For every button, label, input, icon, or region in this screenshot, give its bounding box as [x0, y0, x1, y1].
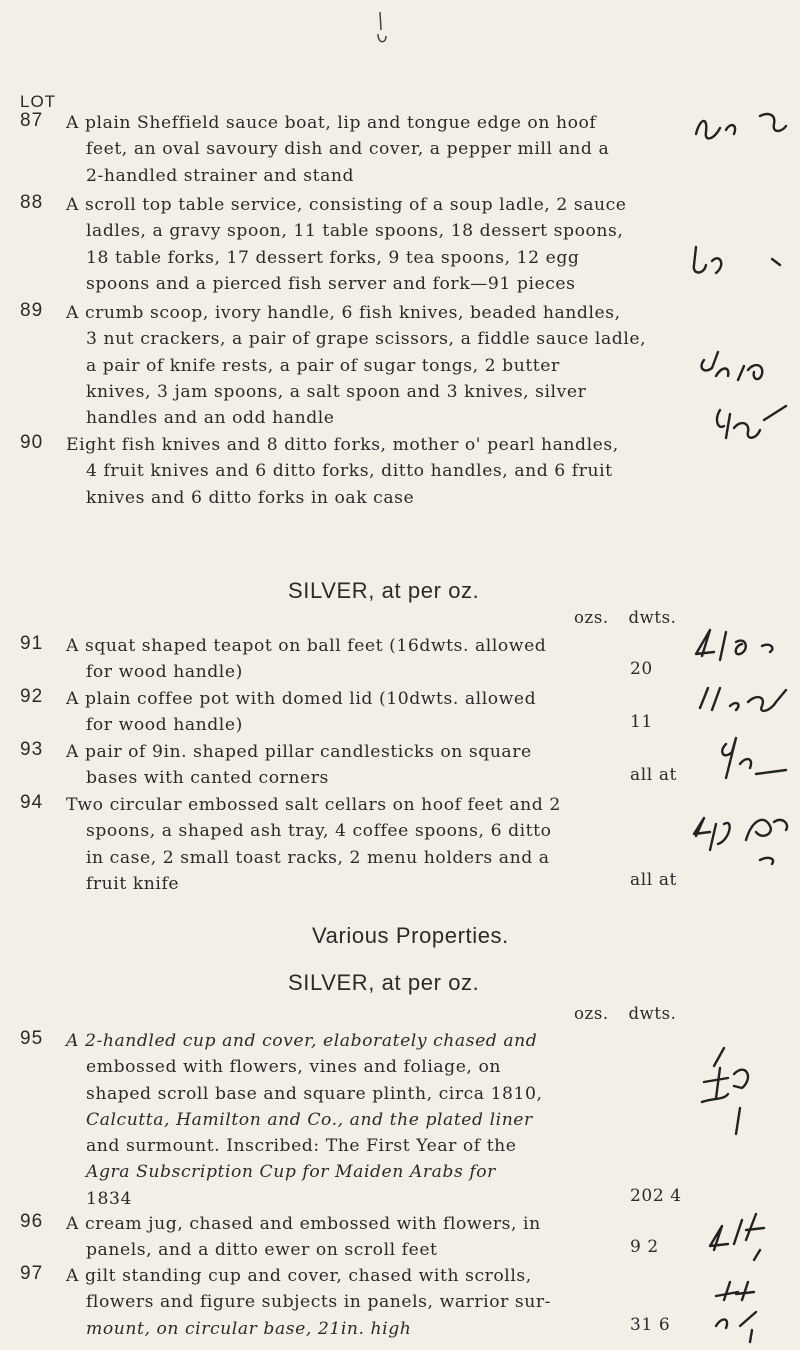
- lot-number: 91: [20, 633, 44, 654]
- lot-number: 93: [20, 739, 44, 760]
- lot-line: 2-handled strainer and stand: [86, 165, 355, 186]
- lot-line: 1834: [86, 1188, 132, 1209]
- lot-number: 95: [20, 1028, 44, 1049]
- lot-number: 90: [20, 432, 44, 453]
- lot-line: panels, and a ditto ewer on scroll feet: [86, 1240, 438, 1261]
- section-heading: Various Properties.: [312, 923, 509, 948]
- lot-line: 18 table forks, 17 dessert forks, 9 tea spoons, 12 egg: [86, 247, 580, 268]
- lot-line: for wood handle): [86, 662, 243, 683]
- lot-line: Two circular embossed salt cellars on hoof feet and 2: [66, 795, 561, 815]
- lot-line: knives and 6 ditto forks in oak case: [86, 487, 415, 508]
- lot-weight: all at: [630, 870, 677, 890]
- handwritten-annotation: [690, 620, 800, 680]
- handwritten-annotation: [694, 1038, 784, 1148]
- lot-description: [66, 1211, 676, 1264]
- lot-description: [66, 192, 676, 297]
- lot-weight: 31 6: [630, 1315, 671, 1335]
- lot-line: 3 nut crackers, a pair of grape scissors, a fiddle sauce ladle,: [86, 329, 647, 350]
- lot-line: ladles, a gravy spoon, 11 table spoons, 18 dessert spoons,: [86, 221, 624, 242]
- units-dwts: dwts.: [628, 608, 677, 627]
- lot-line: Eight fish knives and 8 ditto forks, mother o' pearl handles,: [66, 435, 619, 455]
- lot-line: Agra Subscription Cup for Maiden Arabs for: [86, 1162, 496, 1183]
- lot-line: bases with canted corners: [86, 768, 329, 789]
- lot-description: [66, 792, 676, 897]
- lot-line: shaped scroll base and square plinth, circa 1810,: [86, 1083, 543, 1104]
- handwritten-annotation: [694, 1270, 784, 1350]
- lot-weight: 9 2: [630, 1237, 659, 1257]
- units-header: [574, 608, 677, 627]
- lot-weight: 202 4: [630, 1186, 682, 1206]
- units-ozs: ozs.: [574, 608, 609, 627]
- lot-line: and surmount. Inscribed: The First Year of the: [86, 1136, 517, 1157]
- lot-description: [66, 686, 676, 739]
- lot-line: A crumb scoop, ivory handle, 6 fish knives, beaded handles,: [66, 303, 621, 323]
- lot-line: knives, 3 jam spoons, a salt spoon and 3 knives, silver: [86, 381, 587, 402]
- lot-line: spoons, a shaped ash tray, 4 coffee spoons, 6 ditto: [86, 821, 552, 842]
- lot-description: [66, 633, 676, 686]
- units-ozs: ozs.: [574, 1004, 609, 1023]
- handwritten-annotation: [694, 1200, 784, 1280]
- section-subheading: SILVER, at per oz.: [288, 970, 480, 995]
- lot-line: flowers and figure subjects in panels, warrior sur-: [86, 1292, 552, 1313]
- lot-number: 97: [20, 1263, 44, 1284]
- lot-line: A cream jug, chased and embossed with flowers, in: [66, 1214, 541, 1234]
- section-heading: SILVER, at per oz.: [288, 578, 480, 603]
- lot-number: 94: [20, 792, 44, 813]
- lot-line: A gilt standing cup and cover, chased with scrolls,: [66, 1266, 532, 1286]
- lot-weight: 20: [630, 659, 653, 679]
- lot-line: A pair of 9in. shaped pillar candlesticks on square: [66, 742, 532, 762]
- handwritten-annotation: [690, 800, 800, 890]
- lot-line: a pair of knife rests, a pair of sugar tongs, 2 butter: [86, 355, 560, 376]
- lot-description: [66, 110, 676, 189]
- lot-line: spoons and a pierced fish server and fork—91 pieces: [86, 273, 576, 294]
- lot-line: Calcutta, Hamilton and Co., and the plated liner: [86, 1109, 533, 1130]
- pencil-mark: [372, 10, 392, 48]
- lot-description: [66, 1028, 676, 1212]
- lot-description: [66, 300, 676, 431]
- handwritten-annotation: [690, 400, 800, 480]
- lot-line: 4 fruit knives and 6 ditto forks, ditto handles, and 6 fruit: [86, 461, 613, 482]
- lot-line: feet, an oval savoury dish and cover, a pepper mill and a: [86, 139, 610, 160]
- lot-line: A squat shaped teapot on ball feet (16dwts. allowed: [66, 636, 547, 656]
- lot-number: 88: [20, 192, 44, 213]
- lot-line: A scroll top table service, consisting of a soup ladle, 2 sauce: [66, 195, 627, 215]
- lot-number: 89: [20, 300, 44, 321]
- lot-description: [66, 739, 676, 792]
- lot-line: mount, on circular base, 21in. high: [86, 1318, 412, 1339]
- lot-line: in case, 2 small toast racks, 2 menu holders and a: [86, 847, 550, 868]
- lot-weight: all at: [630, 765, 677, 785]
- units-header: [574, 1004, 677, 1023]
- handwritten-annotation: [696, 730, 796, 800]
- lot-line: for wood handle): [86, 715, 243, 736]
- lot-line: embossed with flowers, vines and foliage, on: [86, 1057, 501, 1078]
- lot-number: 87: [20, 110, 44, 131]
- lot-line: A plain Sheffield sauce boat, lip and tongue edge on hoof: [66, 113, 597, 133]
- lot-number: 96: [20, 1211, 44, 1232]
- lot-description: [66, 432, 676, 511]
- lot-description: [66, 1263, 676, 1342]
- lot-weight: 11: [630, 712, 653, 732]
- lot-number: 92: [20, 686, 44, 707]
- lot-line: fruit knife: [86, 873, 180, 894]
- lot-line: A 2-handled cup and cover, elaborately chased and: [66, 1031, 538, 1051]
- lot-line: A plain coffee pot with domed lid (10dwts. allowed: [66, 689, 537, 709]
- handwritten-annotation: [690, 100, 790, 160]
- lot-line: handles and an odd handle: [86, 408, 335, 429]
- lot-column-header: LOT: [20, 92, 57, 111]
- handwritten-annotation: [686, 235, 796, 295]
- units-dwts: dwts.: [628, 1004, 677, 1023]
